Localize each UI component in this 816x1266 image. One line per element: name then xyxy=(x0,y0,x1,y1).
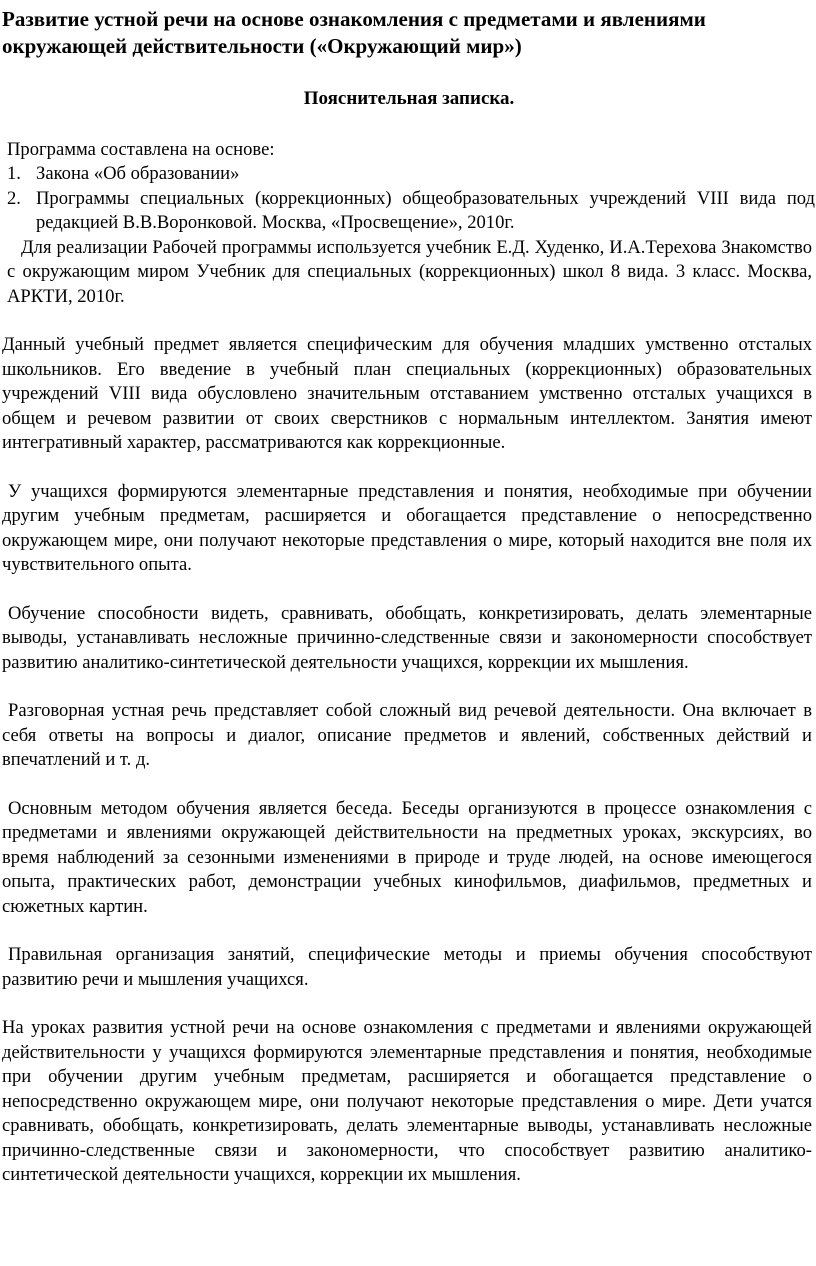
section-heading: Пояснительная записка. xyxy=(303,88,515,109)
program-basis xyxy=(2,138,815,310)
paragraph: Обучение способности видеть, сравнивать, обобщать, конкретизировать, делать элементарные выводы, устанавливать несложные причинно-следственные связи и закономерности способствует развитию аналитико-синтетической деятельности учащихся, коррекции их мышления. xyxy=(2,602,812,673)
list-item xyxy=(7,187,815,236)
paragraph: На уроках развития устной речи на основе ознакомления с предметами и явлениями окружающей действительности у учащихся формируются элементарные представления и понятия, необходимые при обучении другим учебным предметам, расширяется и обогащается представление о непосредственно окружающем мире, они получают некоторые представления о мире. Дети учатся сравнивать, обобщать, конкретизировать, делать элементарные выводы, устанавливать несложные причинно-следственные связи и закономерности, что способствует развитию аналитико- синтетической деятельности учащихся, коррекции их мышления. xyxy=(2,1017,812,1185)
list-item-text: Программы специальных (коррекционных) общеобразовательных учреждений VIII вида под редакцией В.В.Воронковой. Москва, «Просвещение», 2010г. xyxy=(36,187,815,233)
paragraph: Разговорная устная речь представляет собой сложный вид речевой деятельности. Она включает в себя ответы на вопросы и диалог, описание предметов и явлений, собственных действий и впечатлений и т. д. xyxy=(2,700,812,770)
textbook-note: Для реализации Рабочей программы используется учебник Е.Д. Худенко, И.А.Терехова Знакомство с окружающим миром Учебник для специальных (коррекционных) школ 8 вида. 3 класс. Москва, АРКТИ, 2010г. xyxy=(7,236,812,307)
basis-intro: Программа составлена на основе: xyxy=(7,138,275,160)
list-item-number: 1. xyxy=(7,163,21,184)
document-title: Развитие устной речи на основе ознакомления с предметами и явлениями окружающей действительности («Окружающий мир») xyxy=(2,7,706,58)
list-item-number: 2. xyxy=(7,187,21,209)
list-item-text: Закона «Об образовании» xyxy=(36,163,240,184)
paragraph: Данный учебный предмет является специфическим для обучения младших умственно отсталых школьников. Его введение в учебный план специальных (коррекционных) образовательных учреждений VIII вида обусловлено значительным отставанием умственно отсталых учащихся в общем и речевом развитии от своих сверстников с нормальным интеллектом. Занятия имеют интегративный характер, рассматриваются как коррекционные. xyxy=(2,334,812,453)
paragraph: У учащихся формируются элементарные представления и понятия, необходимые при обучении другим учебным предметам, расширяется и обогащается представление о непосредственно окружающем мире, они получают некоторые представления о мире, который находится вне поля их чувствительного опыта. xyxy=(2,480,812,575)
paragraph: Правильная организация занятий, специфические методы и приемы обучения способствуют развитию речи и мышления учащихся. xyxy=(2,944,812,990)
basis-list xyxy=(7,162,815,236)
list-item xyxy=(7,162,815,187)
paragraph: Основным методом обучения является беседа. Беседы организуются в процессе ознакомления с предметами и явлениями окружающей действительности на предметных уроках, экскурсиях, во время наблюдений за сезонными изменениями в природе и труде людей, на основе имеющегося опыта, практических работ, демонстрации учебных кинофильмов, диафильмов, предметных и сюжетных картин. xyxy=(2,797,812,917)
